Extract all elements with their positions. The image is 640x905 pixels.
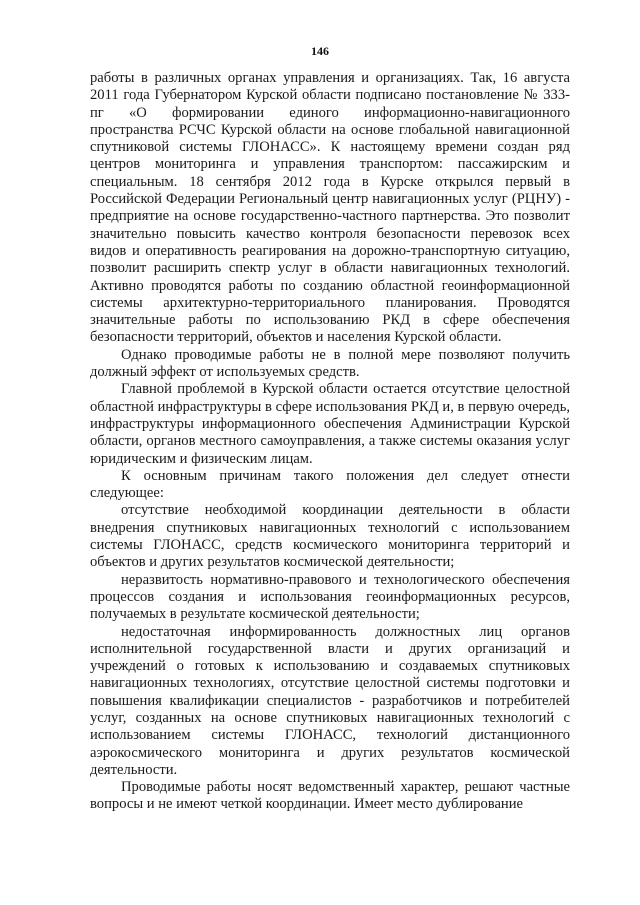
body-text bbox=[90, 70, 570, 814]
list-item: отсутствие необходимой координации деятельности в области внедрения спутниковых навигационных технологий с использованием системы ГЛОНАСС, средств космического мониторинга территорий и объектов и других результатов космической деятельности; bbox=[90, 502, 570, 571]
paragraph: Главной проблемой в Курской области остается отсутствие целостной областной инфраструктуры в сфере использования РКД и, в первую очередь, инфраструктуры информационного обеспечения Администрации Курской области, органов местного самоуправления, а также системы оказания услуг юридическим и физическим лицам. bbox=[90, 381, 570, 467]
list-item: неразвитость нормативно-правового и технологического обеспечения процессов создания и использования геоинформационных ресурсов, получаемых в результате космической деятельности; bbox=[90, 571, 570, 623]
paragraph: Проводимые работы носят ведомственный характер, решают частные вопросы и не имеют четкой координации. Имеет место дублирование bbox=[90, 779, 570, 813]
paragraph: работы в различных органах управления и организациях. Так, 16 августа 2011 года Губернатором Курской области подписано постановление № 333-пг «О формировании единого информационно-навигационного пространства РСЧС Курской области на основе глобальной навигационной спутниковой системы ГЛОНАСС». К настоящему времени создан ряд центров мониторинга и управления транспортом: пассажирским и специальным. 18 сентября 2012 года в Курске открылся первый в Российской Федерации Региональный центр навигационных услуг (РЦНУ) - предприятие на основе государственно-частного партнерства. Это позволит значительно повысить качество контроля безопасности перевозок всех видов и оперативность реагирования на дорожно-транспортную ситуацию, позволит расширить спектр услуг в области навигационных технологий. Активно проводятся работы по созданию областной геоинформационной системы архитектурно-территориального планирования. Проводятся значительные работы по использованию РКД в сфере обеспечения безопасности территорий, объектов и населения Курской области. bbox=[90, 70, 570, 346]
paragraph: К основным причинам такого положения дел следует отнести следующее: bbox=[90, 467, 570, 502]
page-number: 146 bbox=[311, 44, 329, 58]
paragraph: Однако проводимые работы не в полной мере позволяют получить должный эффект от используемых средств. bbox=[90, 346, 570, 381]
list-item: недостаточная информированность должностных лиц органов исполнительной государственной власти и других организаций и учреждений о готовых к использованию и создаваемых спутниковых навигационных технологиях, отсутствие целостной системы подготовки и повышения квалификации специалистов - разработчиков и потребителей услуг, созданных на основе спутниковых навигационных технологий с использованием системы ГЛОНАСС, технологий дистанционного аэрокосмического мониторинга и других результатов космической деятельности. bbox=[90, 623, 570, 778]
